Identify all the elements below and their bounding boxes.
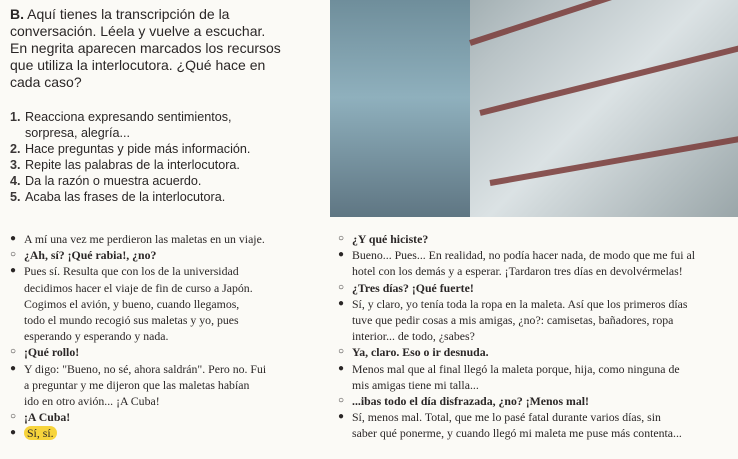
dialogue-right-column bbox=[338, 231, 738, 442]
dialogue-line: ● A mí una vez me perdieron las maletas en un viaje. bbox=[10, 232, 265, 246]
dialogue-line: esperando y esperando y nada. bbox=[24, 329, 169, 344]
list-item: 2. Hace preguntas y pide más información. bbox=[10, 142, 251, 156]
exercise-instructions bbox=[10, 6, 310, 205]
dialogue-line: ● Bueno... Pues... En realidad, no podía hacer nada, de modo que me fui al bbox=[338, 248, 695, 263]
dialogue-line: decidimos hacer el viaje de fin de curso a Japón. bbox=[24, 280, 253, 295]
list-item: 1. Reacciona expresando sentimientos, sorpresa, alegría... bbox=[10, 110, 232, 140]
dialogue-line: ● Pues sí. Resulta que con los de la universidad bbox=[10, 264, 239, 279]
dialogue-line: ● Sí, sí. bbox=[10, 425, 322, 441]
list-item: 3. Repite las palabras de la interlocutora. bbox=[10, 158, 240, 172]
highlighted-phrase: Sí, sí. bbox=[24, 426, 57, 440]
list-item: 4. Da la razón o muestra acuerdo. bbox=[10, 174, 202, 188]
instruction-text: B. Aquí tienes la transcripción de la conversación. Léela y vuelve a escuchar. En negrita aparecen marcados los recursos que utiliza la interlocutora. ¿Qué hace en cada caso? bbox=[10, 6, 281, 90]
dialogue-line: ○ ¿Tres días? ¡Qué fuerte! bbox=[338, 280, 474, 295]
dialogue-line: Cogimos el avión, y bueno, cuando llegamos, bbox=[24, 296, 240, 311]
dialogue-line: ● Sí, y claro, yo tenía toda la ropa en la maleta. Así que los primeros días bbox=[338, 296, 688, 311]
dialogue-line: ● Y digo: "Bueno, no sé, ahora saldrán". Pero no. Fui bbox=[10, 361, 267, 376]
dialogue-line: ○ ¿Ah, sí? ¡Qué rabia!, ¿no? bbox=[10, 248, 157, 263]
dialogue-line: ● Sí, menos mal. Total, que me lo pasé fatal durante varios días, sin bbox=[338, 410, 661, 425]
dialogue-line: todo el mundo recogió sus maletas y yo, pues bbox=[24, 313, 239, 328]
dialogue-line: ○ ¡A Cuba! bbox=[10, 410, 71, 425]
dialogue-line: ○ Ya, claro. Eso o ir desnuda. bbox=[338, 345, 489, 360]
dialogue-line: tuve que pedir cosas a mis amigas, ¿no?: camisetas, bañadores, ropa bbox=[352, 313, 674, 328]
photo-luggage-carousel bbox=[330, 0, 738, 217]
list-item: 5. Acaba las frases de la interlocutora. bbox=[10, 190, 226, 204]
dialogue-line: ○ ¿Y qué hiciste? bbox=[338, 232, 429, 246]
dialogue-line: ido en otro avión... ¡A Cuba! bbox=[24, 394, 160, 409]
dialogue-line: saber qué ponerme, y cuando llegó mi maleta me puse más contenta... bbox=[352, 426, 682, 441]
question-list bbox=[10, 109, 310, 205]
dialogue-line: interior... de todo, ¿sabes? bbox=[352, 329, 475, 344]
dialogue-line: ● Menos mal que al final llegó la maleta porque, hija, como ninguna de bbox=[338, 361, 680, 376]
dialogue-line: hotel con los demás y a esperar. ¡Tardaron tres días en devolvérmelas! bbox=[352, 264, 683, 279]
dialogue-line: ○ ...ibas todo el día disfrazada, ¿no? ¡Menos mal! bbox=[338, 394, 589, 409]
dialogue-line: ○ ¡Qué rollo! bbox=[10, 345, 80, 360]
dialogue-line: a preguntar y me dijeron que las maletas habían bbox=[24, 377, 250, 392]
exercise-label: B. bbox=[10, 6, 24, 22]
dialogue-line: mis amigas tiene mi talla... bbox=[352, 377, 479, 392]
dialogue-left-column bbox=[10, 231, 322, 442]
